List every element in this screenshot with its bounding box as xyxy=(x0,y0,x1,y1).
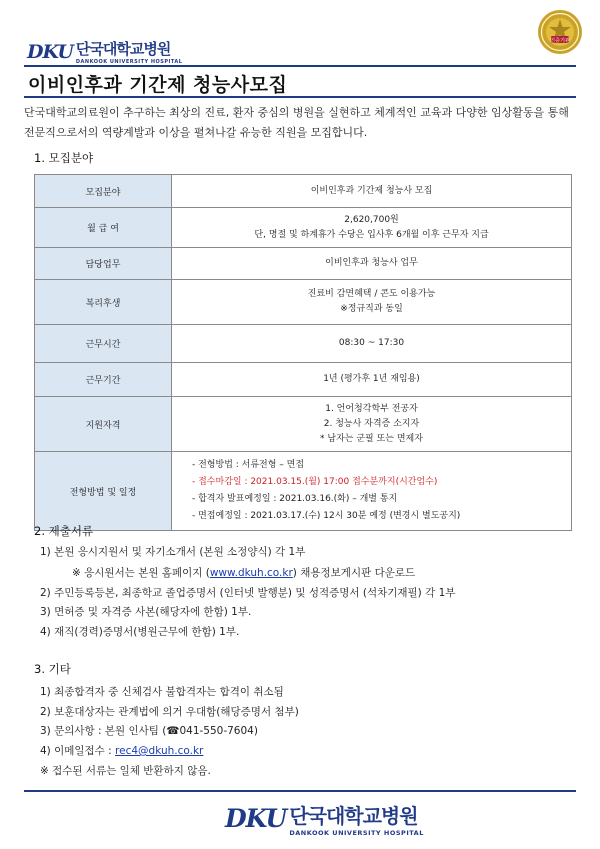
recruitment-table xyxy=(34,174,572,531)
list-item: 1) 본원 응시지원서 및 자기소개서 (본원 소정양식) 각 1부 xyxy=(40,546,306,558)
seal-text: 인증기관 xyxy=(549,37,571,44)
logo-mark: DKU xyxy=(27,40,73,63)
footer-rule xyxy=(24,790,576,792)
section-heading-documents: 2. 제출서류 xyxy=(34,524,94,538)
page-title: 이비인후과 기간제 청능사모집 xyxy=(28,74,288,96)
title-rule xyxy=(24,96,576,98)
section-heading-others: 3. 기타 xyxy=(34,662,71,676)
list-item: 3) 문의사항 : 본원 인사팀 (☎041-550-7604) xyxy=(40,725,258,737)
final-note: ※ 접수된 서류는 일체 반환하지 않음. xyxy=(40,765,211,777)
table-row xyxy=(35,397,572,452)
deadline-line: - 접수마감일 : 2021.03.15.(월) 17:00 접수분까지(시간엄수) xyxy=(192,477,438,487)
email-link[interactable]: rec4@dkuh.co.kr xyxy=(115,745,204,757)
intro-paragraph: 단국대학교의료원이 추구하는 최상의 진료, 환자 중심의 병원을 실현하고 체계적인 교육과 다양한 임상활동을 통해 전문직으로서의 역량계발과 이상을 펼쳐나갈 유능한 직원을 모집합니다. xyxy=(24,106,569,139)
logo-korean-name: 단국대학교병원 xyxy=(289,804,418,828)
logo-english-name: DANKOOK UNIVERSITY HOSPITAL xyxy=(289,829,424,837)
row-value: - 전형방법 : 서류전형 – 면접 - 접수마감일 : 2021.03.15.(월) 17:00 접수분까지(시간엄수) - 합격자 발표예정일 : 2021.03.16.(화) – 개별 통지 - 면접예정일 : 2021.03.17.(수) 12시 30분 예정 (변경시 별도공지) xyxy=(172,452,572,531)
list-item: 2) 보훈대상자는 관계법에 의거 우대함(해당증명서 첨부) xyxy=(40,706,299,718)
row-label: 복리후생 xyxy=(35,280,172,325)
row-value: 2,620,700원 단, 명절 및 하계휴가 수당은 입사후 6개월 이후 근무자 지급 xyxy=(172,208,572,248)
hospital-logo-top xyxy=(27,38,182,65)
table-row xyxy=(35,248,572,280)
table-row xyxy=(35,280,572,325)
homepage-link[interactable]: www.dkuh.co.kr xyxy=(209,567,293,579)
row-value: 이비인후과 기간제 청능사 모집 xyxy=(172,175,572,208)
hospital-logo-bottom xyxy=(225,800,424,837)
row-value: 1. 언어청각학부 전공자 2. 청능사 자격증 소지자 * 남자는 군필 또는 면제자 xyxy=(172,397,572,452)
table-row xyxy=(35,452,572,531)
logo-korean-name: 단국대학교병원 xyxy=(75,40,171,58)
table-row xyxy=(35,208,572,248)
row-value: 이비인후과 청능사 업무 xyxy=(172,248,572,280)
list-item: 1) 최종합격자 중 신체검사 불합격자는 합격이 취소됨 xyxy=(40,686,284,698)
list-item: 2) 주민등록등본, 최종학교 졸업증명서 (인터넷 발행분) 및 성적증명서 (석차기재필) 각 1부 xyxy=(40,587,456,599)
row-value: 08:30 ~ 17:30 xyxy=(172,325,572,363)
row-label: 지원자격 xyxy=(35,397,172,452)
logo-english-name: DANKOOK UNIVERSITY HOSPITAL xyxy=(75,59,183,65)
row-label: 근무기간 xyxy=(35,363,172,397)
logo-mark: DKU xyxy=(225,804,287,833)
row-label: 담당업무 xyxy=(35,248,172,280)
row-label: 전형방법 및 일정 xyxy=(35,452,172,531)
certification-seal-icon xyxy=(537,9,583,55)
row-label: 월 급 여 xyxy=(35,208,172,248)
table-row xyxy=(35,175,572,208)
row-label: 근무시간 xyxy=(35,325,172,363)
header-rule xyxy=(24,65,576,67)
download-note: ※ 응시원서는 본원 홈페이지 (www.dkuh.co.kr) 채용정보게시판 다운로드 xyxy=(72,567,416,579)
section-heading-recruitment: 1. 모집분야 xyxy=(34,151,94,165)
row-label: 모집분야 xyxy=(35,175,172,208)
table-row xyxy=(35,325,572,363)
table-row xyxy=(35,363,572,397)
email-item: 4) 이메일접수 : rec4@dkuh.co.kr xyxy=(40,745,204,757)
row-value: 1년 (평가후 1년 재임용) xyxy=(172,363,572,397)
list-item: 3) 면허증 및 자격증 사본(해당자에 한함) 1부. xyxy=(40,606,252,618)
row-value: 진료비 감면혜택 / 콘도 이용가능 ※정규직과 동일 xyxy=(172,280,572,325)
list-item: 4) 재직(경력)증명서(병원근무에 한함) 1부. xyxy=(40,626,240,638)
